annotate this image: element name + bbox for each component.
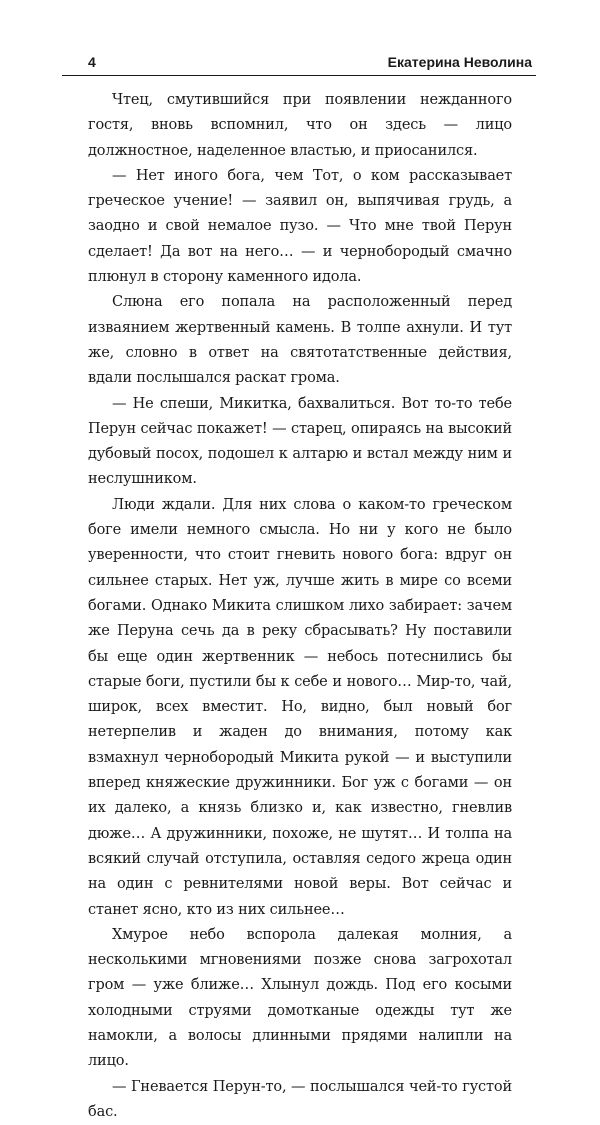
page-body <box>88 88 512 1125</box>
paragraph: Чтец, смутившийся при появлении нежданного гостя, вновь вспомнил, что он здесь — лицо должностное, наделенное властью, и приосанился. <box>88 92 512 159</box>
paragraph: Люди ждали. Для них слова о каком-то греческом боге имели немного смысла. Но ни у кого не было уверенности, что стоит гневить нового бога: вдруг он сильнее старых. Нет уж, лучше жить в мире со всеми богами. Однако Микита слишком лихо забирает: зачем же Перуна сечь да в реку сбрасывать? Ну поставили бы еще один жертвенник — небось потеснились бы старые боги, пустили бы к себе и нового… Мир-то, чай, широк, всех вместит. Но, видно, был новый бог нетерпелив и жаден до внимания, потому как взмахнул чернобородый Микита рукой — и выступили вперед княжеские дружинники. Бог уж с богами — он их далеко, а князь близко и, как известно, гневлив дюже… А дружинники, похоже, не шутят… И толпа на всякий случай отступила, оставляя седого жреца один на один с ревнителями новой веры. Вот сейчас и станет ясно, кто из них сильнее… <box>88 496 512 918</box>
paragraph: — Гневается Перун-то, — послышался чей-то густой бас. <box>88 1078 512 1120</box>
header-rule <box>62 75 536 76</box>
running-title: Екатерина Неволина <box>387 54 532 70</box>
page-number: 4 <box>88 54 96 70</box>
page-header <box>62 50 536 76</box>
paragraph: — Не спеши, Микитка, бахвалиться. Вот то-то тебе Перун сейчас покажет! — старец, опираясь на высокий дубовый посох, подошел к алтарю и встал между ним и неслушником. <box>88 395 512 488</box>
paragraph: — Нет иного бога, чем Тот, о ком рассказывает греческое учение! — заявил он, выпячивая грудь, а заодно и свой немалое пузо. — Что мне твой Перун сделает! Да вот на него… — и чернобородый смачно плюнул в сторону каменного идола. <box>88 167 512 286</box>
paragraph: Слюна его попала на расположенный перед изваянием жертвенный камень. В толпе ахнули. И тут же, словно в ответ на святотатственные действия, вдали послышался раскат грома. <box>88 294 512 387</box>
paragraph: Хмурое небо вспорола далекая молния, а несколькими мгновениями позже снова загрохотал гром — уже ближе… Хлынул дождь. Под его косыми холодными струями домотканые одежды тут же намокли, а волосы длинными прядями налипли на лицо. <box>88 926 512 1070</box>
